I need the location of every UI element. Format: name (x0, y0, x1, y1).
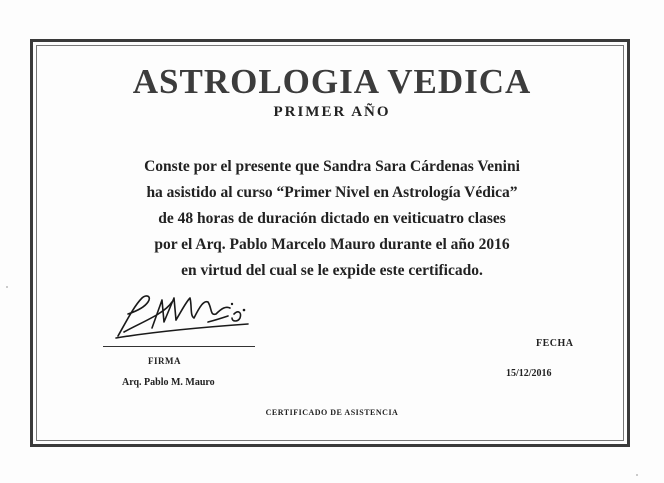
certificate-title: ASTROLOGIA VEDICA (132, 62, 532, 101)
body-line: de 48 horas de duración dictado en veiticuatro clases (158, 210, 506, 227)
body-line: en virtud del cual se le expide este certificado. (181, 262, 483, 279)
scan-speck (636, 474, 638, 476)
fecha-value: 15/12/2016 (506, 368, 552, 379)
body-line: por el Arq. Pablo Marcelo Mauro durante el año 2016 (154, 236, 510, 253)
signature-icon (112, 292, 252, 342)
certificate-subtitle: PRIMER AÑO (273, 104, 391, 120)
fecha-label: FECHA (536, 338, 574, 349)
signature-line (103, 346, 255, 347)
scan-speck (6, 286, 8, 288)
signer-name: Arq. Pablo M. Mauro (122, 377, 215, 388)
certificate-body (0, 154, 664, 284)
firma-label: FIRMA (148, 356, 181, 366)
certificate-type: CERTIFICADO DE ASISTENCIA (265, 408, 399, 417)
body-line: ha asistido al curso “Primer Nivel en Astrología Védica” (146, 184, 518, 201)
body-line: Conste por el presente que Sandra Sara Cárdenas Venini (144, 158, 520, 175)
